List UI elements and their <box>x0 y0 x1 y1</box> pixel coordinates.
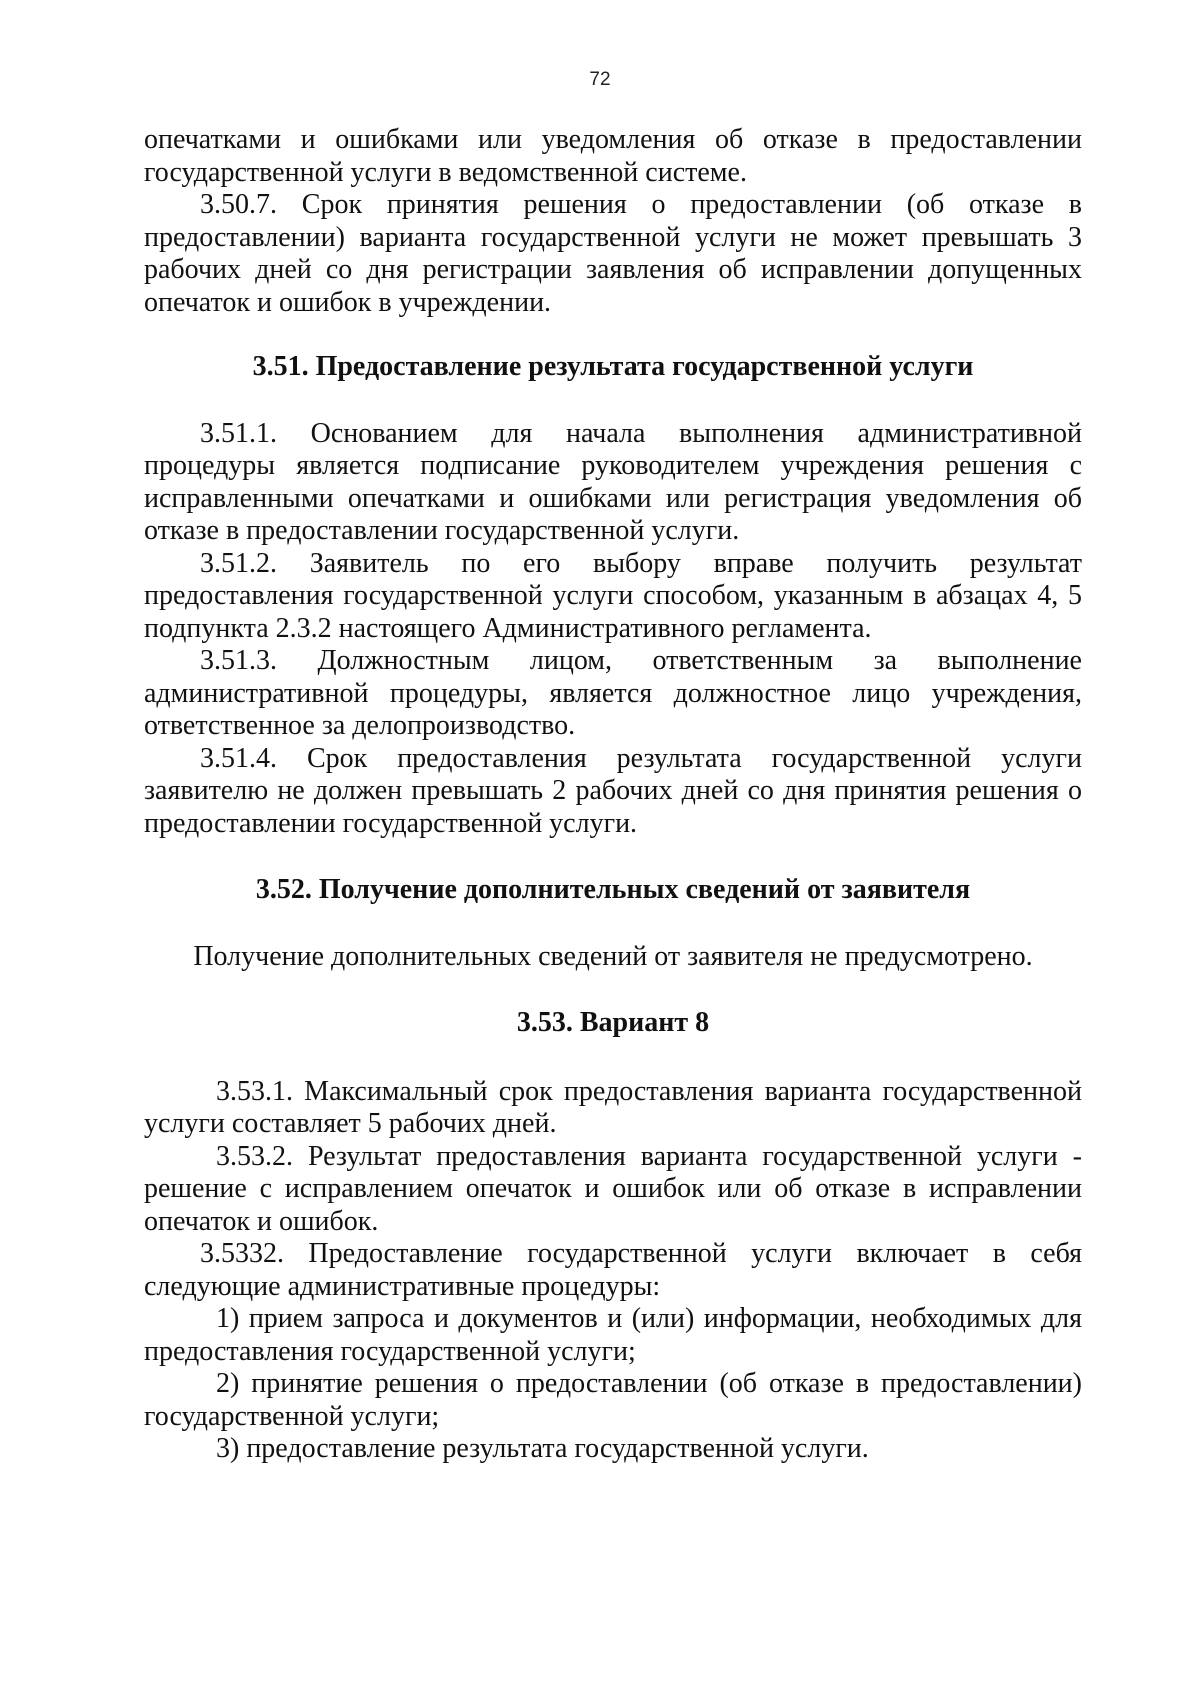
paragraph-3-51-2: 3.51.2. Заявитель по его выбору вправе получить результат предоставления государственной услуги способом, указанным в абзацах 4, 5 подпункта 2.3.2 настоящего Административного регламента. <box>144 547 1082 644</box>
document-body <box>144 124 1082 1466</box>
page-number: 72 <box>589 69 611 90</box>
paragraph-3-53-3: 3.5332. Предоставление государственной услуги включает в себя следующие административные процедуры: <box>144 1238 1082 1302</box>
list-item-2: 2) принятие решения о предоставлении (об отказе в предоставлении) государственной услуги; <box>144 1368 1082 1432</box>
list-item-1: 1) прием запроса и документов и (или) информации, необходимых для предоставления государственной услуги; <box>144 1303 1082 1367</box>
section-heading-3-51: 3.51. Предоставление результата государственной услуги <box>252 351 974 382</box>
paragraph-3-52-body: Получение дополнительных сведений от заявителя не предусмотрено. <box>193 940 1033 972</box>
section-heading-3-53: 3.53. Вариант 8 <box>516 1007 710 1038</box>
section-heading-3-52: 3.52. Получение дополнительных сведений от заявителя <box>255 874 971 905</box>
paragraph-3-51-4: 3.51.4. Срок предоставления результата государственной услуги заявителю не должен превышать 2 рабочих дней со дня принятия решения о предоставлении государственной услуги. <box>144 742 1082 839</box>
list-item-3: 3) предоставление результата государственной услуги. <box>216 1433 869 1464</box>
paragraph-continuation: опечатками и ошибками или уведомления об отказе в предоставлении государственной услуги в ведомственной системе. <box>144 124 1082 188</box>
paragraph-3-51-1: 3.51.1. Основанием для начала выполнения административной процедуры является подписание руководителем учреждения решения с исправленными опечатками и ошибками или регистрация уведомления об отказе в предоставлении государственной услуги. <box>144 417 1082 546</box>
paragraph-3-50-7: 3.50.7. Срок принятия решения о предоставлении (об отказе в предоставлении) варианта государственной услуги не может превышать 3 рабочих дней со дня регистрации заявления об исправлении допущенных опечаток и ошибок в учреждении. <box>144 189 1082 318</box>
paragraph-3-51-3: 3.51.3. Должностным лицом, ответственным за выполнение административной процедуры, является должностное лицо учреждения, ответственное за делопроизводство. <box>144 645 1082 741</box>
paragraph-3-53-2: 3.53.2. Результат предоставления варианта государственной услуги - решение с исправлением опечаток и ошибок или об отказе в исправлении опечаток и ошибок. <box>144 1140 1082 1237</box>
paragraph-3-53-1: 3.53.1. Максимальный срок предоставления варианта государственной услуги составляет 5 рабочих дней. <box>144 1075 1082 1139</box>
